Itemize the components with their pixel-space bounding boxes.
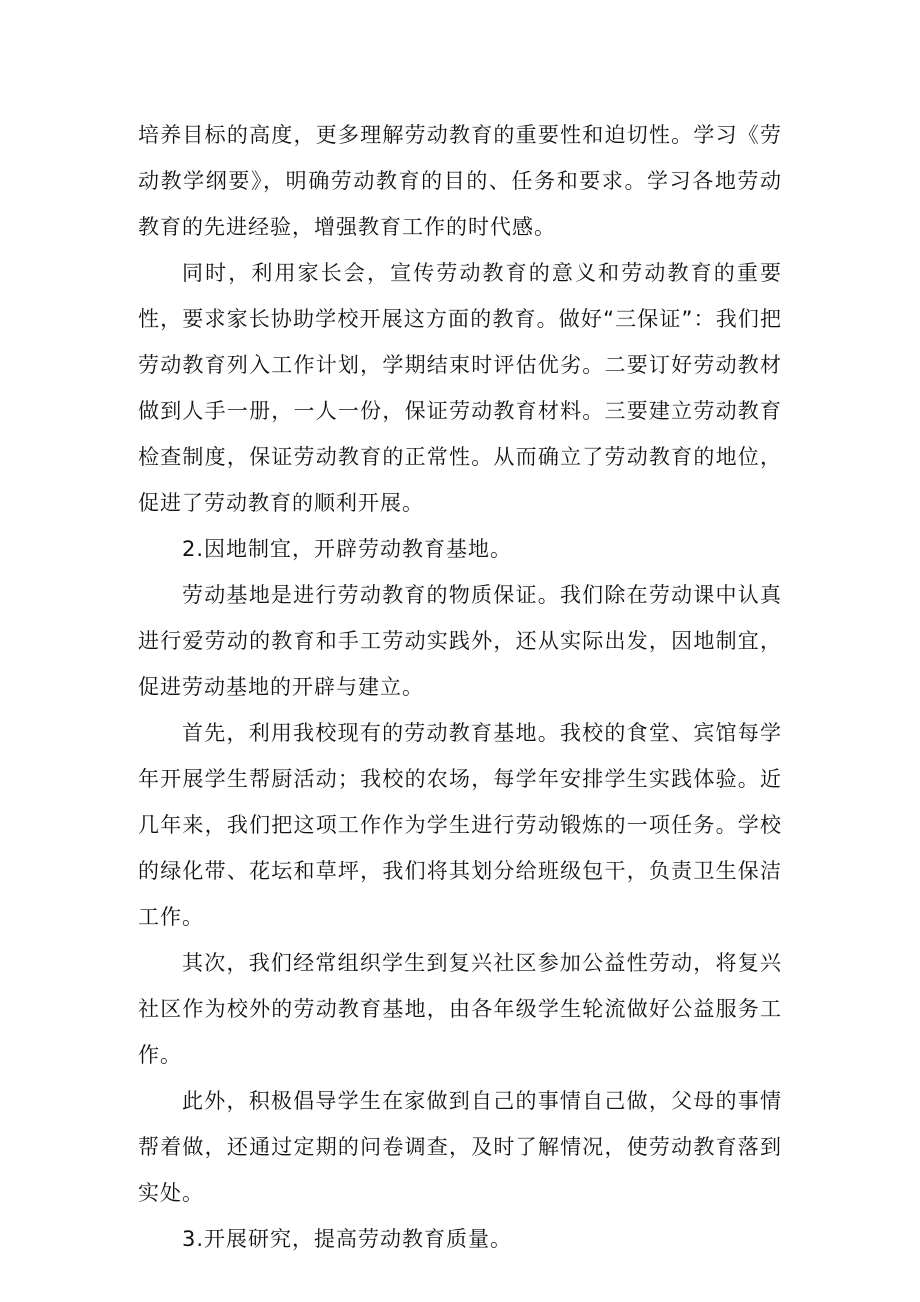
section-heading-2: 2.因地制宜，开辟劳动教育基地。 xyxy=(182,537,513,561)
paragraph-additionally: 此外，积极倡导学生在家做到自己的事情自己做，父母的事情帮着做，还通过定期的问卷调查，及时了解情况，使劳动教育落到实处。 xyxy=(138,1089,782,1205)
paragraph-first: 首先，利用我校现有的劳动教育基地。我校的食堂、宾馆每学年开展学生帮厨活动；我校的农场，每学年安排学生实践体验。近几年来，我们把这项工作作为学生进行劳动锻炼的一项任务。学校的绿化带、花坛和草坪，我们将其划分给班级包干，负责卫生保洁工作。 xyxy=(138,721,782,929)
section-heading-3: 3.开展研究，提高劳动教育质量。 xyxy=(182,1227,513,1251)
paragraph-second: 其次，我们经常组织学生到复兴社区参加公益性劳动，将复兴社区作为校外的劳动教育基地，由各年级学生轮流做好公益服务工作。 xyxy=(138,951,782,1067)
document-body xyxy=(138,112,782,1262)
paragraph-labor-base: 劳动基地是进行劳动教育的物质保证。我们除在劳动课中认真进行爱劳动的教育和手工劳动实践外，还从实际出发，因地制宜，促进劳动基地的开辟与建立。 xyxy=(138,583,782,699)
paragraph-continuation: 培养目标的高度，更多理解劳动教育的重要性和迫切性。学习《劳动教学纲要》，明确劳动教育的目的、任务和要求。学习各地劳动教育的先进经验，增强教育工作的时代感。 xyxy=(138,123,782,239)
paragraph-parent-meeting: 同时，利用家长会，宣传劳动教育的意义和劳动教育的重要性，要求家长协助学校开展这方面的教育。做好“三保证”：我们把劳动教育列入工作计划，学期结束时评估优劣。二要订好劳动教材做到人手一册，一人一份，保证劳动教育材料。三要建立劳动教育检查制度，保证劳动教育的正常性。从而确立了劳动教育的地位，促进了劳动教育的顺利开展。 xyxy=(138,261,782,515)
